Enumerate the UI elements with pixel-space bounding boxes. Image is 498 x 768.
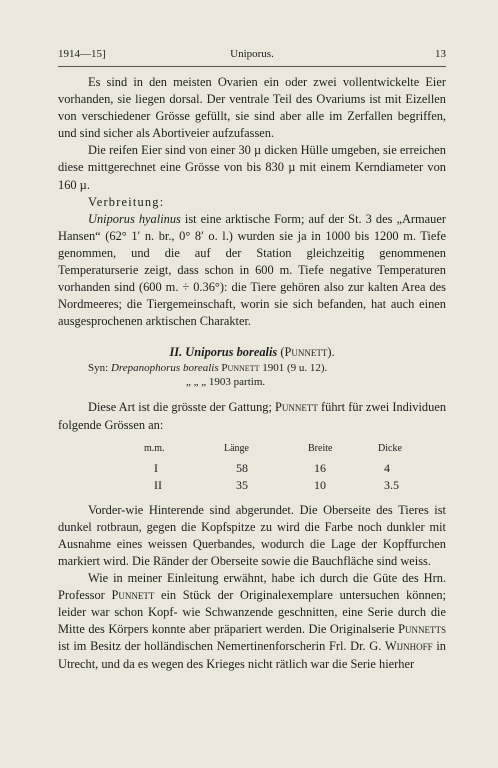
header-rule <box>58 66 446 67</box>
section-heading <box>58 344 446 361</box>
paragraph-groesse: Diese Art ist die grösste der Gattung; Punnett führt für zwei Individuen folgende Grössen an: <box>58 400 447 432</box>
author-wijnhoff: Wijnhoff <box>384 639 433 654</box>
synonymy-line-1 <box>58 361 446 375</box>
paragraph-verbreitung-text: ist eine arktische Form; auf der St. 3 des „Armauer Hansen“ (62° 1′ n. br., 0° 8′ o. l.) wurden sie ja in 1000 bis 1200 m. Tiefe genommen, und die auf der Station gleichzeitig genommenen Temperaturserie zeigt, dass schon in 600 m. Tiefe negative Temperaturen vorhanden sind (600 m. ÷ 0.36°): die Tiere gehören also zur kalten Area des Nordmeeres; die Tiergemeinschaft, worin sie sich befanden, hat auch einen ausgesprochenen arktischen Charakter. <box>58 211 447 329</box>
synonymy-line-2 <box>58 375 446 389</box>
running-header <box>58 48 446 64</box>
author-punnett: Punnett <box>275 400 318 415</box>
column-header: Dicke <box>378 442 402 454</box>
table-cell: I <box>154 460 158 475</box>
table-header-row <box>144 440 424 460</box>
synonym-ditto: „ „ „ <box>186 376 207 389</box>
column-header: m.m. <box>144 442 165 454</box>
header-volume: 1914—15] <box>58 48 106 60</box>
column-header: Länge <box>224 442 249 454</box>
paragraph-beschreibung: Vorder-wie Hinterende sind abgerundet. Die Oberseite des Tieres ist dunkel rotbraun, gegen die Kopfspitze zu wird die Farbe noch dunkler mit Ausnahme eines weissen Querbandes, wodurch die Lage der Kopffurchen markiert wird. Die Ränder der Oberseite sowie die Bauchfläche sind weiss. <box>58 502 446 568</box>
section-author: (Punnett). <box>280 345 335 360</box>
synonym-author: Punnett <box>221 362 260 375</box>
paragraph-einleitung: Wie in meiner Einleitung erwähnt, habe ich durch die Güte des Hrn. Professor Punnett ein Stück der Originalexemplare untersuchen können; leider war schon Kopf- wie Schwanzende geschnitten, eine Serie durch die Mitte des Körpers konnte aber präpariert werden. Die Originalserie Punnetts ist im Besitz der holländischen Nemertinenforscherin Frl. Dr. G. Wijnhoff in Utrecht, und da es wegen des Krieges nicht rätlich war die Serie hierher <box>58 571 446 671</box>
table-row <box>144 460 424 477</box>
table-cell: 3.5 <box>384 477 399 492</box>
table-cell: 35 <box>236 477 248 492</box>
paragraph-eier: Die reifen Eier sind von einer 30 µ dicken Hülle umgeben, sie erreichen diese mittgerechnet eine Grösse von bis 830 µ mit einem Kerndiameter von 160 µ. <box>58 143 446 192</box>
synonym-ref: 1901 (9 u. 12). <box>262 362 328 375</box>
synonym-ref-2: 1903 partim. <box>208 376 266 389</box>
page-number: 13 <box>435 48 446 60</box>
measurements-table <box>144 440 424 494</box>
paragraph-ovarien: Es sind in den meisten Ovarien ein oder zwei vollentwickelte Eier vorhanden, sie liegen dorsal. Der ventrale Teil des Ovariums ist mit Eizellen von verschiedener Grösse gefüllt, sie sind aber alle im Zerfallen begriffen, und sind sicher als Abortiveier aufzufassen. <box>58 75 446 141</box>
table-row <box>144 477 424 494</box>
column-header: Breite <box>308 442 333 454</box>
section-title: Uniporus borealis <box>185 345 278 360</box>
paragraph-verbreitung-heading <box>58 194 446 211</box>
subheading-verbreitung: Verbreitung: <box>88 194 165 209</box>
synonymy-label: Syn: <box>88 362 109 375</box>
author-punnetts: Punnetts <box>398 622 446 637</box>
table-cell: II <box>154 477 162 492</box>
synonym-name: Drepanophorus borealis <box>110 362 219 375</box>
page-body <box>58 74 446 673</box>
table-cell: 4 <box>384 460 390 475</box>
author-punnett: Punnett <box>111 588 155 603</box>
table-cell: 10 <box>314 477 326 492</box>
species-name: Uniporus hyalinus <box>88 211 181 226</box>
header-title: Uniporus. <box>230 48 274 60</box>
paragraph-verbreitung <box>58 211 446 331</box>
section-number: II. <box>169 345 183 360</box>
table-cell: 58 <box>236 460 248 475</box>
table-cell: 16 <box>314 460 326 475</box>
